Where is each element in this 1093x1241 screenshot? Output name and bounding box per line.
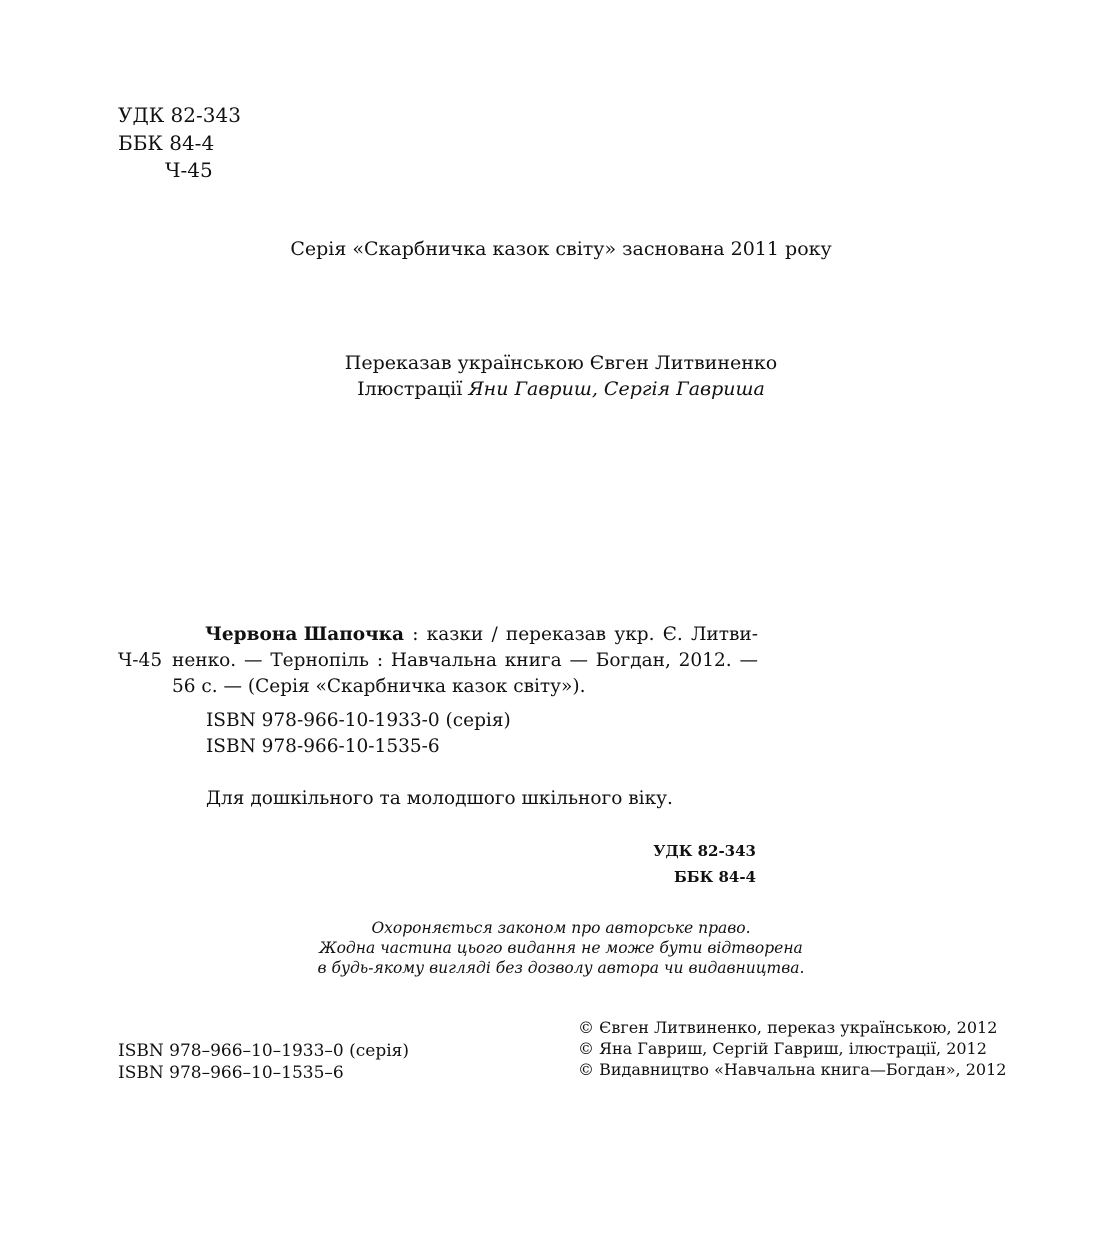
catalog-word: книга — [504, 650, 562, 671]
isbn-series: ISBN 978-966-10-1933-0 (серія) — [206, 710, 511, 731]
isbn-bottom-series: ISBN 978–966–10–1933–0 (серія) — [118, 1041, 410, 1061]
isbn-bottom-block — [118, 1040, 409, 1084]
catalog-codes — [653, 838, 756, 890]
catalog-word: / — [491, 624, 498, 645]
catalog-bbk: ББК 84-4 — [673, 868, 756, 886]
author-mark: Ч-45 — [165, 158, 213, 182]
catalog-word: : — [412, 624, 419, 645]
catalog-author-mark: Ч-45 — [118, 650, 163, 671]
catalog-line-3: 56 с. — (Серія «Скарбничка казок світу»). — [172, 676, 586, 697]
illustrations-label: Ілюстрації — [357, 378, 469, 400]
classification-codes — [118, 102, 241, 185]
catalog-word: Навчальна — [390, 650, 497, 671]
copyright-line: © Євген Литвиненко, переказ українською, 2012 — [578, 1018, 998, 1037]
illustrator-credit — [0, 376, 1093, 402]
catalog-word: казки — [426, 624, 484, 645]
isbn-bottom-book: ISBN 978–966–10–1535–6 — [118, 1063, 344, 1083]
catalog-word: Тернопіль — [270, 650, 369, 671]
catalog-word: 2012. — [678, 650, 732, 671]
catalog-word: — — [244, 650, 263, 671]
catalog-line-2 — [118, 648, 758, 674]
catalog-word: Литви- — [690, 624, 758, 645]
copyright-notice-line: Охороняється законом про авторське право. — [371, 919, 751, 937]
copyright-line: © Видавництво «Навчальна книга—Богдан», 2012 — [578, 1060, 1007, 1079]
copyright-holders — [578, 1017, 1006, 1080]
isbn-book: ISBN 978-966-10-1535-6 — [206, 736, 440, 757]
catalog-word: переказав — [505, 624, 607, 645]
catalog-word: Богдан, — [595, 650, 671, 671]
catalog-line-1 — [118, 622, 758, 648]
book-title: Червона Шапочка — [205, 624, 404, 645]
translator-credit: Переказав українською Євген Литвиненко — [344, 352, 778, 374]
series-note: Серія «Скарбничка казок світу» заснована 2011 року — [290, 238, 832, 260]
catalog-word: — — [569, 650, 588, 671]
catalog-word: ненко. — [172, 650, 237, 671]
catalog-word: укр. — [614, 624, 655, 645]
copyright-line: © Яна Гавриш, Сергій Гавриш, ілюстрації, 2012 — [578, 1039, 987, 1058]
copyright-notice-line: Жодна частина цього видання не може бути відтворена — [319, 939, 803, 957]
credits-block — [0, 350, 1093, 402]
copyright-notice-line: в будь-якому вигляді без дозволу автора чи видавництва. — [317, 959, 805, 977]
catalog-word: : — [376, 650, 384, 671]
catalog-card — [118, 622, 758, 700]
udk-code: УДК 82-343 — [118, 103, 241, 127]
bbk-code: ББК 84-4 — [118, 130, 215, 155]
illustrators-names: Яни Гавриш, Сергія Гавриша — [468, 378, 765, 400]
catalog-isbn-block — [206, 708, 511, 760]
catalog-word: Є. — [662, 624, 683, 645]
audience-note: Для дошкільного та молодшого шкільного віку. — [206, 788, 673, 809]
catalog-udk: УДК 82-343 — [653, 842, 756, 860]
copyright-notice — [0, 918, 1093, 978]
catalog-word: — — [739, 650, 758, 671]
